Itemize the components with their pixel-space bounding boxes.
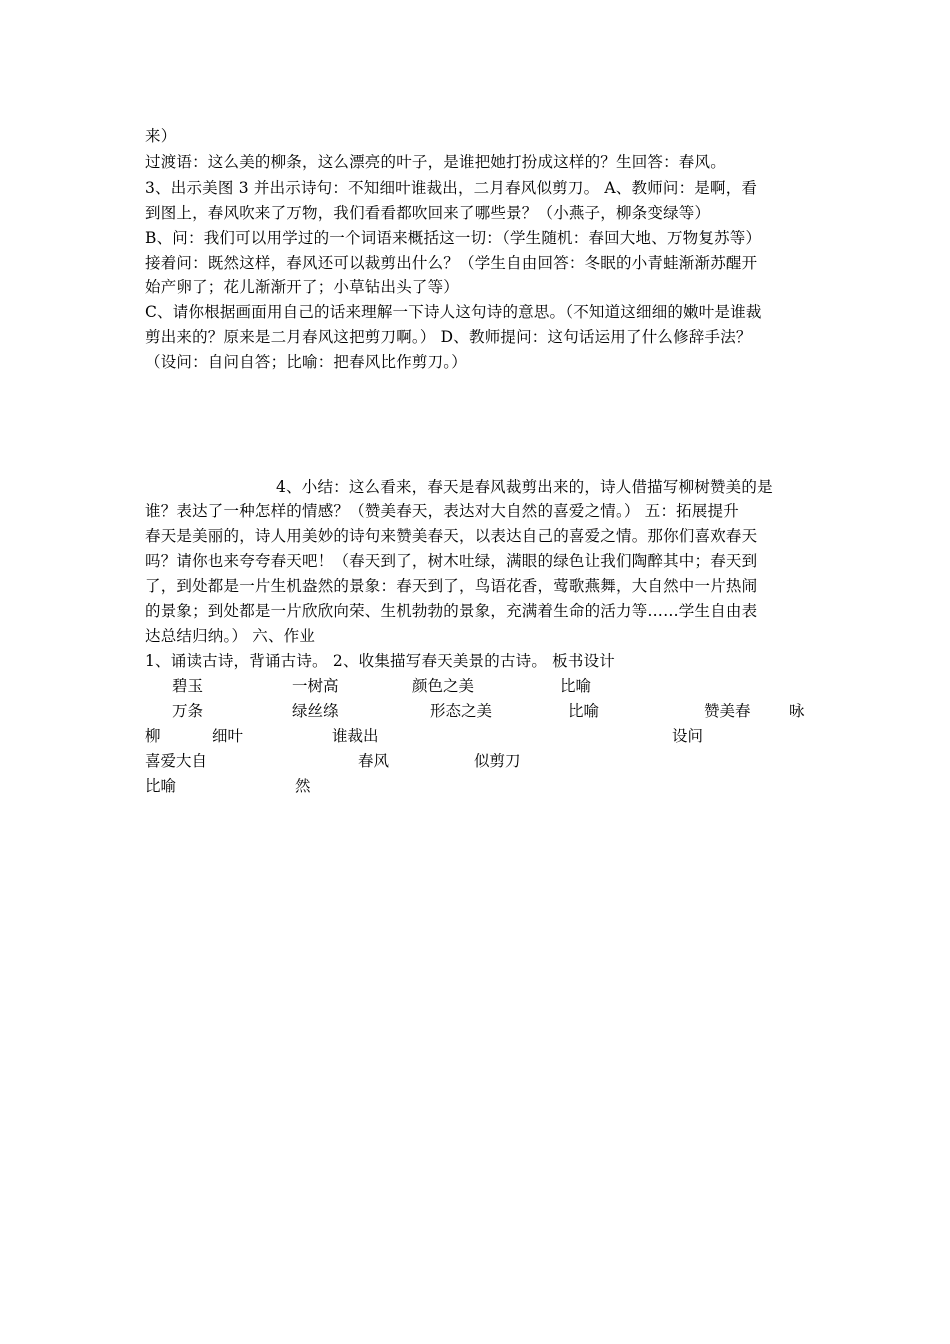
- board-cell: 形态之美: [430, 702, 493, 720]
- board-cell: 然: [295, 777, 311, 795]
- text-line: 1、诵读古诗，背诵古诗。 2、收集描写春天美景的古诗。 板书设计: [145, 652, 615, 670]
- text-line: 的景象；到处都是一片欣欣向荣、生机勃勃的景象，充满着生命的活力等……学生自由表: [145, 602, 758, 620]
- board-cell: 碧玉: [172, 677, 204, 695]
- board-cell: 设问: [672, 727, 704, 745]
- board-cell: 咏: [789, 702, 805, 720]
- text-line: 谁？表达了一种怎样的情感？（赞美春天，表达对大自然的喜爱之情。） 五：拓展提升: [145, 502, 739, 520]
- board-cell: 春风: [358, 752, 390, 770]
- board-cell: 比喻: [560, 677, 592, 695]
- board-cell: 谁裁出: [332, 727, 379, 745]
- text-line: 始产卵了；花儿渐渐开了；小草钻出头了等）: [145, 278, 460, 296]
- text-line: C、请你根据画面用自己的话来理解一下诗人这句诗的意思。（不知道这细细的嫩叶是谁裁: [145, 303, 762, 321]
- text-line: 3、出示美图 3 并出示诗句：不知细叶谁裁出，二月春风似剪刀。 A、教师问：是啊，看: [145, 179, 758, 197]
- board-cell: 细叶: [212, 727, 244, 745]
- board-cell: 比喻: [568, 702, 600, 720]
- text-line: 4、小结：这么看来，春天是春风裁剪出来的，诗人借描写柳树赞美的是: [276, 478, 773, 496]
- text-line: 吗？请你也来夸夸春天吧！（春天到了，树木吐绿，满眼的绿色让我们陶醉其中；春天到: [145, 552, 758, 570]
- text-line: 过渡语：这么美的柳条，这么漂亮的叶子，是谁把她打扮成这样的？生回答：春风。: [145, 153, 726, 171]
- text-line: 到图上，春风吹来了万物，我们看看都吹回来了哪些景？（小燕子，柳条变绿等）: [145, 204, 711, 222]
- text-line: （设问：自问自答；比喻：把春风比作剪刀。）: [145, 353, 467, 371]
- board-cell: 一树高: [292, 677, 339, 695]
- board-cell: 比喻: [145, 777, 177, 795]
- board-cell: 柳: [145, 727, 161, 745]
- text-line: 达总结归纳。） 六、作业: [145, 627, 316, 645]
- board-cell: 绿丝绦: [292, 702, 339, 720]
- text-line: B、问：我们可以用学过的一个词语来概括这一切：（学生随机：春回大地、万物复苏等）: [145, 229, 762, 247]
- board-cell: 喜爱大自: [145, 752, 208, 770]
- board-cell: 赞美春: [704, 702, 751, 720]
- text-line: 剪出来的？原来是二月春风这把剪刀啊。） D、教师提问：这句话运用了什么修辞手法？: [145, 328, 752, 346]
- text-line: 接着问：既然这样，春风还可以裁剪出什么？（学生自由回答：冬眠的小青蛙渐渐苏醒开: [145, 254, 758, 272]
- board-cell: 似剪刀: [474, 752, 521, 770]
- board-cell: 颜色之美: [412, 677, 475, 695]
- text-line: 春天是美丽的，诗人用美妙的诗句来赞美春天，以表达自己的喜爱之情。那你们喜欢春天: [145, 527, 758, 545]
- board-cell: 万条: [172, 702, 204, 720]
- text-line: 来）: [145, 127, 177, 145]
- text-line: 了，到处都是一片生机盎然的景象：春天到了，鸟语花香，莺歌燕舞，大自然中一片热闹: [145, 577, 758, 595]
